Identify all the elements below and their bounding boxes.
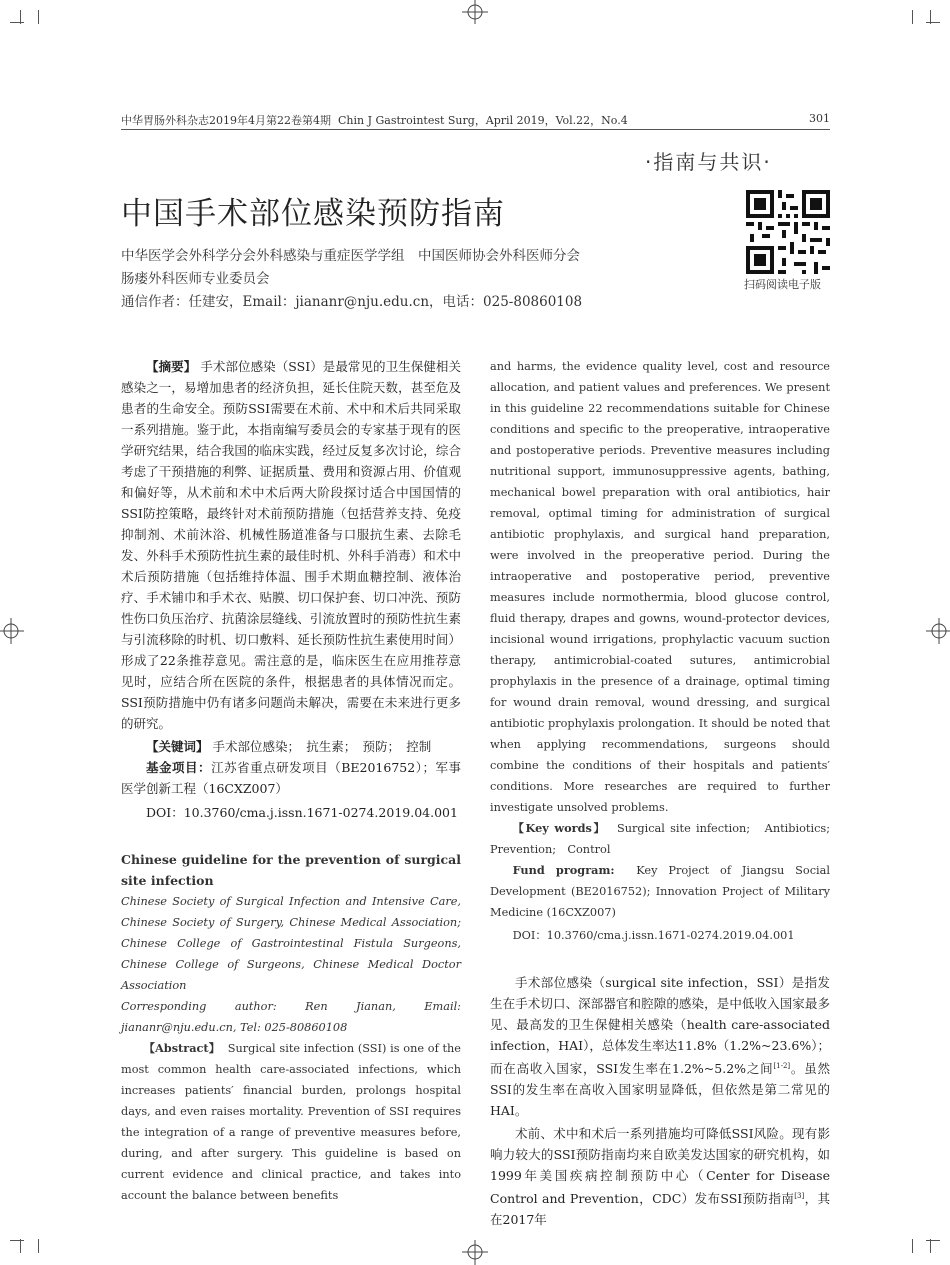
registration-mark-icon [462,1239,488,1265]
body-text-span: 术前、术中和术后一系列措施均可降低SSI风险。现有影响力较大的SSI预防指南均来自欧美发达国家的研究机构，如1999年美国疾病控制预防中心（Center for Disease Control and Prevention，CDC）发布SSI预防指南 [490,1126,830,1207]
english-abstract-continued [490,356,830,946]
citation[interactable]: [3] [794,1192,805,1201]
fund-text: 江苏省重点研发项目（BE2016752）；军事医学创新工程（16CXZ007） [121,760,461,796]
journal-name-zh: 中华胃肠外科杂志2019年4月第22卷第4期 [121,114,331,127]
crop-mark [20,1239,21,1253]
body-text-span: 。虽然SSI的发生率在高收入国家明显降低，但依然是第二常见的HAI。 [490,1061,830,1119]
journal-name-en: Chin J Gastrointest Surg，April 2019，Vol.22，No.4 [338,114,628,127]
affiliations [121,245,721,314]
body-paragraph [490,972,830,1121]
crop-mark [10,1240,24,1241]
page-number: 301 [809,112,830,125]
registration-mark-icon [924,618,950,644]
crop-mark [912,1239,913,1253]
doi-en[interactable]: DOI：10.3760/cma.j.issn.1671-0274.2019.04.001 [512,929,795,942]
qr-caption: 扫码阅读电子版 [744,278,821,291]
doi-zh[interactable]: DOI：10.3760/cma.j.issn.1671-0274.2019.04.001 [146,805,458,820]
body-text-span: 手术部位感染（surgical site infection，SSI）是指发生在手术切口、深部器官和腔隙的感染，是中低收入国家最多见、最高发的卫生保健相关感染（health care-associated infection，HAI），总体发生率达11.8%（1.2%~23.6%）；而在高收入国家，SSI发生率在1.2%~5.2%之间 [490,975,830,1077]
abstract-zh [121,356,461,823]
english-title: Chinese guideline for the prevention of surgical site infection [121,852,461,888]
correspondence: 通信作者：任建安，Email：jiananr@nju.edu.cn，电话：025-80860108 [121,294,583,310]
body-text-span: ，其在2017年 [490,1191,830,1228]
english-fund: Key Project of Jiangsu Social Development (BE2016752); Innovation Project of Military Medicine (16CXZ007) [490,864,830,919]
english-corresponding: Corresponding author: Ren Jianan, Email: jiananr@nju.edu.cn, Tel: 025-80860108 [121,1000,461,1034]
left-column [121,356,461,1206]
fund-label: 基金项目： [146,760,212,775]
crop-mark [38,10,39,24]
crop-mark [926,22,940,23]
keywords-label: 【关键词】 [146,739,209,754]
affiliation-line: 中华医学会外科学分会外科感染与重症医学学组 中国医师协会外科医师分会 [121,248,580,264]
registration-mark-icon [462,0,488,26]
crop-mark [926,1240,940,1241]
crop-mark [930,1239,931,1253]
article-title: 中国手术部位感染预防指南 [121,196,505,232]
right-column [490,356,830,1230]
english-keywords-label: 【Key words】 [512,821,607,835]
citation[interactable]: [1-2] [773,1062,791,1070]
affiliation-line: 肠瘘外科医师专业委员会 [121,271,270,287]
abstract-label: 【摘要】 [146,359,197,374]
body-text [490,972,830,1230]
abstract-text: 手术部位感染（SSI）是最常见的卫生保健相关感染之一，易增加患者的经济负担，延长住院天数，甚至危及患者的生命安全。预防SSI需要在术前、术中和术后共同采取一系列措施。鉴于此，本指南编写委员会的专家基于现有的医学研究结果，结合我国的临床实践，经过反复多次讨论，综合考虑了干预措施的利弊、证据质量、费用和资源占用、价值观和偏好等，从术前和术中术后两大阶段探讨适合中国国情的SSI防控策略，最终针对术前预防措施（包括营养支持、免疫抑制剂、术前沐浴、机械性肠道准备与口服抗生素、去除毛发、外科手术预防性抗生素的最佳时机、外科手消毒）和术中术后预防措施（包括维持体温、围手术期血糖控制、液体治疗、手术铺巾和手术衣、贴膜、切口保护套、切口冲洗、预防性伤口负压治疗、抗菌涂层缝线、引流放置时的预防性抗生素与引流移除的时机、切口敷料、延长预防性抗生素使用时间）形成了22条推荐意见。需注意的是，临床医生在应用推荐意见时，应结合所在医院的条件，根据患者的具体情况而定。SSI预防措施中仍有诸多问题尚未解决，需要在未来进行更多的研究。 [121,359,461,731]
english-header [121,849,461,1206]
qr-code-icon[interactable] [746,190,830,274]
section-label: ·指南与共识· [645,150,772,174]
english-authors: Chinese Society of Surgical Infection and Intensive Care, Chinese Society of Surgery, Chinese Medical Association; Chinese College of Gastrointestinal Fistula Surgeons, Chinese College of Surgeons, Chinese Medical Doctor Association [121,895,461,992]
english-keywords: Surgical site infection; Antibiotics; Prevention; Control [490,822,830,856]
registration-mark-icon [0,618,26,644]
body-paragraph [490,1123,830,1230]
crop-mark [10,22,24,23]
english-abstract-text: Surgical site infection (SSI) is one of the most common health care-associated infections, which increases patients′ financial burden, prolongs hospital days, and even raises mortality. Prevention of SSI requires the integration of a range of preventive measures before, during, and after surgery. This guideline is based on current evidence and clinical practice, and takes into account the balance between benefits [121,1042,461,1202]
english-abstract-label: 【Abstract】 [143,1041,221,1055]
english-fund-label: Fund program: [512,863,615,877]
header-rule [121,129,830,130]
crop-mark [38,1239,39,1253]
english-abstract-text: and harms, the evidence quality level, cost and resource allocation, and patient values and preferences. We present in this guideline 22 recommendations suitable for Chinese conditions and specific to the preoperative, intraoperative and postoperative periods. Preventive measures including nutritional support, immunosuppressive agents, bathing, mechanical bowel preparation with oral antibiotics, hair removal, optimal timing for administration of surgical antibiotic prophylaxis, and surgical hand preparation, were involved in the preoperative period. During the intraoperative and postoperative period, preventive measures include normothermia, blood glucose control, fluid therapy, drapes and gowns, wound-protector devices, incisional wound irrigations, prophylactic vacuum suction therapy, antimicrobial-coated sutures, antimicrobial prophylaxis in the presence of a drainage, optimal timing for wound drain removal, wound dressing, and surgical antibiotic prophylaxis prolongation. It should be noted that when applying recommendations, surgeons should combine the conditions of their hospitals and patients′ conditions. More researches are required to further investigate unsolved problems. [490,360,830,814]
keywords-text: 手术部位感染； 抗生素； 预防； 控制 [212,739,432,754]
crop-mark [912,10,913,24]
